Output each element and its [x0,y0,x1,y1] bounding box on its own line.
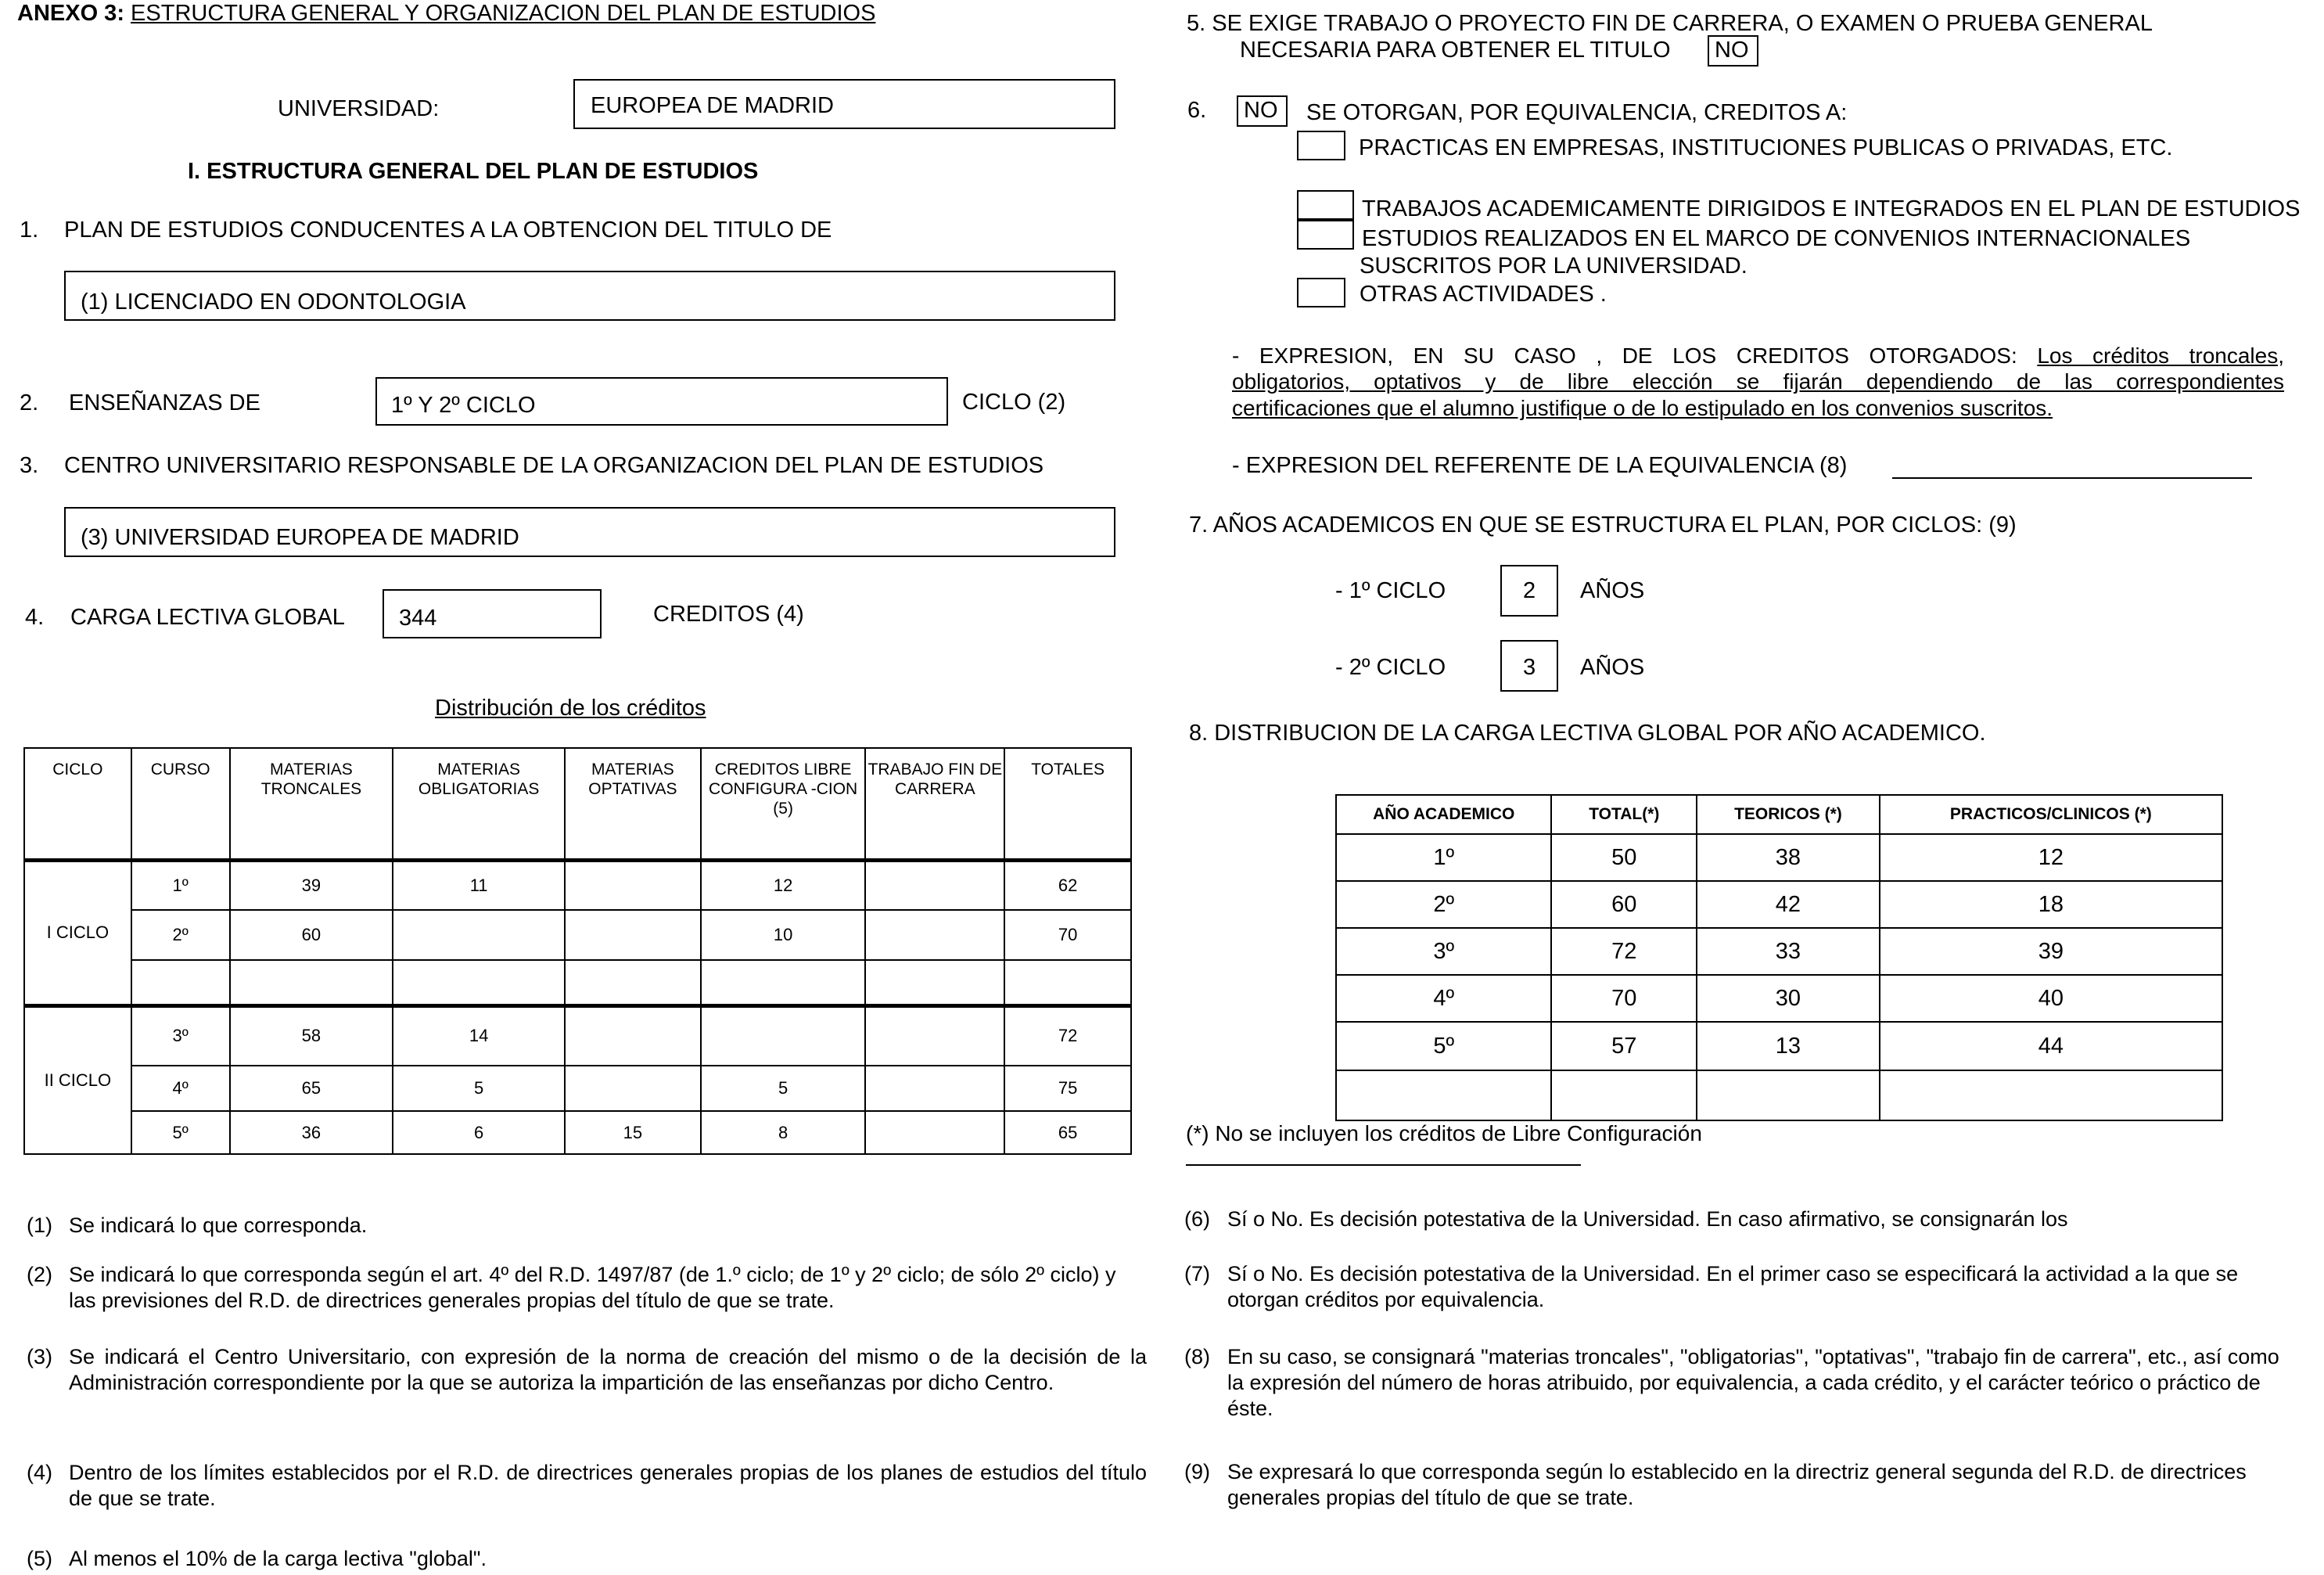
cell: 5º [131,1111,230,1154]
cell: 42 [1697,881,1880,928]
universidad-label: UNIVERSIDAD: [278,96,440,121]
cell: 50 [1551,834,1697,881]
cell: 72 [1004,1005,1131,1066]
item4-suffix: CREDITOS (4) [653,602,804,627]
cell: 44 [1880,1022,2222,1070]
table-row [1336,1070,2222,1120]
referente-blank-line [1892,477,2252,479]
cell [701,960,866,1005]
cell: 5º [1336,1022,1551,1070]
cell: 12 [701,860,866,910]
table-row [24,1005,1131,1066]
cell: 5 [393,1066,565,1111]
ciclo2-years: 3 [1523,655,1536,680]
cell: 13 [1697,1022,1880,1070]
option-trabajos: TRABAJOS ACADEMICAMENTE DIRIGIDOS E INTEGRADOS EN EL PLAN DE ESTUDIOS [1362,196,2301,221]
col-header: MATERIAS TRONCALES [230,748,393,860]
ciclo1-unit: AÑOS [1580,578,1645,603]
ciclo-cell: II CICLO [24,1005,131,1154]
cell: 58 [230,1005,393,1066]
item6-answer: NO [1244,98,1278,123]
item7-label: 7. AÑOS ACADEMICOS EN QUE SE ESTRUCTURA EL PLAN, POR CICLOS: (9) [1189,512,2017,538]
table-row [1336,928,2222,975]
cell: 11 [393,860,565,910]
table-row [24,1066,1131,1111]
cell: 40 [1880,975,2222,1022]
titulo-value: (1) LICENCIADO EN ODONTOLOGIA [81,289,466,315]
ciclo-cell: I CICLO [24,860,131,1005]
cell: 38 [1697,834,1880,881]
cell: 12 [1880,834,2222,881]
col-header: TOTALES [1004,748,1131,860]
option-estudios-cont: SUSCRITOS POR LA UNIVERSIDAD. [1360,254,1747,279]
col-header: MATERIAS OPTATIVAS [565,748,701,860]
table-row [1336,975,2222,1022]
years-table-footnote: (*) No se incluyen los créditos de Libre Configuración [1186,1121,1702,1145]
cell [230,960,393,1005]
annex-label: ANEXO 3: ESTRUCTURA GENERAL Y ORGANIZACION DEL PLAN DE ESTUDIOS [17,1,876,26]
item5-line2: NECESARIA PARA OBTENER EL TITULO [1240,38,1671,63]
table-row [24,910,1131,960]
note-6: (6) Sí o No. Es decisión potestativa de la Universidad. En caso afirmativo, se consignarán los [1184,1207,2068,1231]
col-header: CREDITOS LIBRE CONFIGURA -CION (5) [701,748,866,860]
item3-number: 3. [20,453,39,478]
cell [565,860,701,910]
cell: 14 [393,1005,565,1066]
cell: 10 [701,910,866,960]
item2-label: ENSEÑANZAS DE [69,390,260,415]
note-4: (4) Dentro de los límites establecidos por el R.D. de directrices generales propias de los planes de estudios del título de que se trate. [27,1461,1147,1510]
cell: 3º [131,1005,230,1066]
item3-label: CENTRO UNIVERSITARIO RESPONSABLE DE LA ORGANIZACION DEL PLAN DE ESTUDIOS [64,453,1044,478]
item4-number: 4. [25,605,45,630]
universidad-value: EUROPEA DE MADRID [591,93,834,118]
cell: 36 [230,1111,393,1154]
item5-answer: NO [1715,38,1749,63]
centro-value: (3) UNIVERSIDAD EUROPEA DE MADRID [81,525,519,550]
item6-number: 6. [1187,98,1207,123]
expresion-line1: - EXPRESION, EN SU CASO , DE LOS CREDITOS OTORGADOS: Los créditos troncales, [1232,343,2284,368]
cell: 18 [1880,881,2222,928]
cell [565,1005,701,1066]
cell: 3º [1336,928,1551,975]
cell: 65 [1004,1111,1131,1154]
cell: 62 [1004,860,1131,910]
note-7: (7) Sí o No. Es decisión potestativa de la Universidad. En el primer caso se especificará la actividad a la que se otorgan créditos por equivalencia. [1184,1262,2239,1311]
item6-label: SE OTORGAN, POR EQUIVALENCIA, CREDITOS A: [1306,100,1848,125]
cell: 2º [1336,881,1551,928]
cell [1697,1070,1880,1120]
note-8: (8) En su caso, se consignará "materias troncales", "obligatorias", "optativas", "trabajo fin de carrera", etc., así como la expresión del número de horas atribuido, por equivalencia, a cada crédito, y el carácter teórico o práctico de éste. [1184,1345,2279,1420]
cell [1880,1070,2222,1120]
cell: 1º [1336,834,1551,881]
col-header: TRABAJO FIN DE CARRERA [865,748,1004,860]
ciclo1-label: - 1º CICLO [1335,578,1446,603]
table-row [24,960,1131,1005]
item1-number: 1. [20,218,39,243]
trabajos-checkbox[interactable] [1297,190,1354,220]
years-table [1335,794,2223,1121]
cell: 75 [1004,1066,1131,1111]
item8-label: 8. DISTRIBUCION DE LA CARGA LECTIVA GLOBAL POR AÑO ACADEMICO. [1189,721,1986,746]
footnote-rule [1186,1164,1581,1166]
cell: 60 [1551,881,1697,928]
distribution-table [23,747,1132,1155]
col-header: TOTAL(*) [1551,795,1697,834]
expresion-line3: certificaciones que el alumno justifique o de lo estipulado en los convenios suscritos. [1232,396,2053,420]
cell [565,910,701,960]
cell: 70 [1004,910,1131,960]
cell: 4º [131,1066,230,1111]
cell [131,960,230,1005]
cell [865,1111,1004,1154]
col-header: AÑO ACADEMICO [1336,795,1551,834]
item5-line1: 5. SE EXIGE TRABAJO O PROYECTO FIN DE CARRERA, O EXAMEN O PRUEBA GENERAL [1187,11,2153,36]
expresion-line2: obligatorios, optativos y de libre elección se fijarán dependiendo de las correspondientes [1232,369,2284,394]
option-otras: OTRAS ACTIVIDADES . [1360,282,1607,307]
table-row [1336,1022,2222,1070]
cell: 6 [393,1111,565,1154]
dist-title: Distribución de los créditos [435,696,706,721]
item4-label: CARGA LECTIVA GLOBAL [70,605,345,630]
cell: 5 [701,1066,866,1111]
otras-checkbox[interactable] [1297,278,1345,307]
cell [393,910,565,960]
cell: 33 [1697,928,1880,975]
cell: 70 [1551,975,1697,1022]
cell: 39 [1880,928,2222,975]
ensenanzas-value: 1º Y 2º CICLO [391,393,536,418]
practicas-checkbox[interactable] [1297,131,1345,160]
cell [1336,1070,1551,1120]
cell [865,1066,1004,1111]
estudios-checkbox[interactable] [1297,220,1354,250]
cell [393,960,565,1005]
col-header: CICLO [24,748,131,860]
item2-number: 2. [20,390,39,415]
item1-label: PLAN DE ESTUDIOS CONDUCENTES A LA OBTENCION DEL TITULO DE [64,218,832,243]
col-header: MATERIAS OBLIGATORIAS [393,748,565,860]
cell: 2º [131,910,230,960]
cell: 1º [131,860,230,910]
note-5: (5) Al menos el 10% de la carga lectiva "global". [27,1547,487,1570]
table-row [24,1111,1131,1154]
referente-label: - EXPRESION DEL REFERENTE DE LA EQUIVALENCIA (8) [1232,453,1848,478]
cell: 65 [230,1066,393,1111]
section-title: I. ESTRUCTURA GENERAL DEL PLAN DE ESTUDIOS [188,159,759,184]
cell [865,1005,1004,1066]
cell: 15 [565,1111,701,1154]
note-9: (9) Se expresará lo que corresponda según lo establecido en la directriz general segunda del R.D. de directrices generales propias del título de que se trate. [1184,1460,2247,1509]
cell [865,910,1004,960]
table-row [24,860,1131,910]
annex-title: ESTRUCTURA GENERAL Y ORGANIZACION DEL PLAN DE ESTUDIOS [131,1,876,26]
table-row [1336,881,2222,928]
cell [1004,960,1131,1005]
table-row [1336,834,2222,881]
cell [1551,1070,1697,1120]
cell [565,960,701,1005]
cell: 57 [1551,1022,1697,1070]
cell: 4º [1336,975,1551,1022]
ciclo1-years: 2 [1523,578,1536,603]
ciclo2-label: - 2º CICLO [1335,655,1446,680]
cell [865,860,1004,910]
option-practicas: PRACTICAS EN EMPRESAS, INSTITUCIONES PUBLICAS O PRIVADAS, ETC. [1359,135,2173,160]
cell [865,960,1004,1005]
note-2: (2) Se indicará lo que corresponda según el art. 4º del R.D. 1497/87 (de 1.º ciclo; de 1º y 2º ciclo; de sólo 2º ciclo) y las previsiones del R.D. de directrices generales propias del título de que se trate. [27,1263,1116,1312]
col-header: CURSO [131,748,230,860]
option-estudios: ESTUDIOS REALIZADOS EN EL MARCO DE CONVENIOS INTERNACIONALES [1362,226,2191,251]
col-header: TEORICOS (*) [1697,795,1880,834]
note-3: (3) Se indicará el Centro Universitario, con expresión de la norma de creación del mismo o de la decisión de la Administración correspondiente por la que se autoriza la impartición de las enseñanzas por dicho Centro. [27,1345,1147,1394]
cell: 39 [230,860,393,910]
note-1: (1) Se indicará lo que corresponda. [27,1214,368,1237]
cell: 72 [1551,928,1697,975]
ciclo2-unit: AÑOS [1580,655,1645,680]
cell: 60 [230,910,393,960]
carga-value: 344 [399,606,437,631]
cell: 30 [1697,975,1880,1022]
col-header: PRACTICOS/CLINICOS (*) [1880,795,2222,834]
cell: 8 [701,1111,866,1154]
item2-suffix: CICLO (2) [962,390,1066,415]
cell [701,1005,866,1066]
cell [565,1066,701,1111]
